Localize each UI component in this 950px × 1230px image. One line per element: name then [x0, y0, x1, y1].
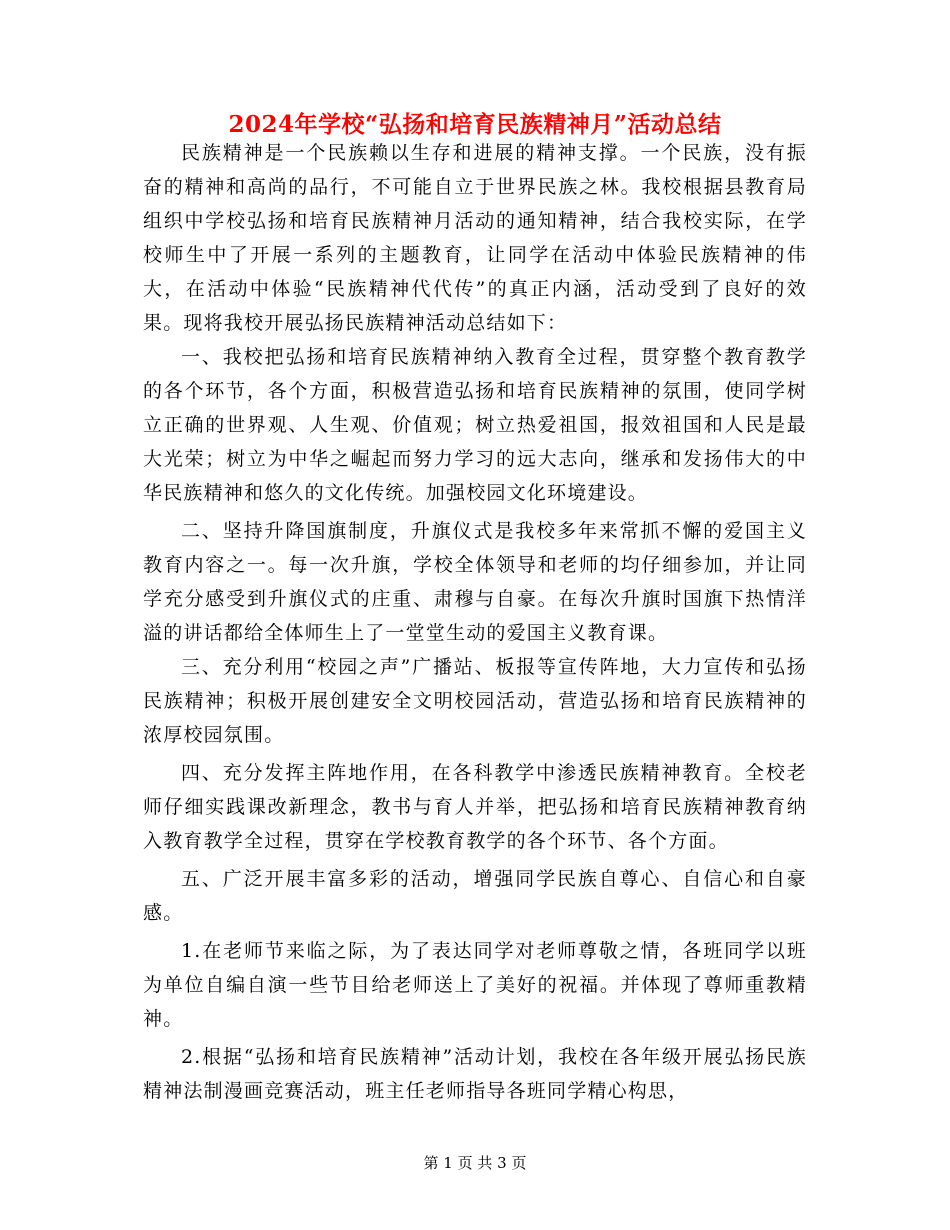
document-title: 2024年学校“弘扬和培育民族精神月”活动总结	[228, 111, 722, 138]
paragraph-intro: 民族精神是一个民族赖以生存和进展的精神支撑。一个民族，没有振奋的精神和高尚的品行，不可能自立于世界民族之林。我校根据县教育局组织中学校弘扬和培育民族精神月活动的通知精神，结合我校实际，在学校师生中了开展一系列的主题教育，让同学在活动中体验民族精神的伟大，在活动中体验“民族精神代代传”的真正内涵，活动受到了良好的效果。现将我校开展弘扬民族精神活动总结如下：	[143, 142, 807, 334]
paragraph-section-4: 四、充分发挥主阵地作用，在各科教学中渗透民族精神教育。全校老师仔细实践课改新理念，教书与育人并举，把弘扬和培育民族精神教育纳入教育教学全过程，贯穿在学校教育教学的各个环节、各个方面。	[143, 762, 807, 852]
paragraph-item-1: 1.在老师节来临之际，为了表达同学对老师尊敬之情，各班同学以班为单位自编自演一些节目给老师送上了美好的祝福。并体现了尊师重教精神。	[143, 940, 807, 1030]
paragraph-section-1: 一、我校把弘扬和培育民族精神纳入教育全过程，贯穿整个教育教学的各个环节，各个方面，积极营造弘扬和培育民族精神的氛围，使同学树立正确的世界观、人生观、价值观；树立热爱祖国，报效祖国和人民是最大光荣；树立为中华之崛起而努力学习的远大志向，继承和发扬伟大的中华民族精神和悠久的文化传统。加强校园文化环境建设。	[143, 346, 807, 504]
paragraph-section-5: 五、广泛开展丰富多彩的活动，增强同学民族自尊心、自信心和自豪感。	[143, 868, 807, 924]
page-number-footer: 第 1 页 共 3 页	[423, 1154, 527, 1172]
paragraph-section-2: 二、坚持升降国旗制度，升旗仪式是我校多年来常抓不懈的爱国主义教育内容之一。每一次升旗，学校全体领导和老师的均仔细参加，并让同学充分感受到升旗仪式的庄重、肃穆与自豪。在每次升旗时国旗下热情洋溢的讲话都给全体师生上了一堂堂生动的爱国主义教育课。	[143, 520, 807, 644]
document-body	[143, 136, 807, 1108]
paragraph-item-2: 2.根据“弘扬和培育民族精神”活动计划，我校在各年级开展弘扬民族精神法制漫画竞赛活动，班主任老师指导各班同学精心构思，	[143, 1046, 807, 1102]
paragraph-section-3: 三、充分利用“校园之声”广播站、板报等宣传阵地，大力宣传和弘扬民族精神；积极开展创建安全文明校园活动，营造弘扬和培育民族精神的浓厚校园氛围。	[143, 656, 807, 746]
